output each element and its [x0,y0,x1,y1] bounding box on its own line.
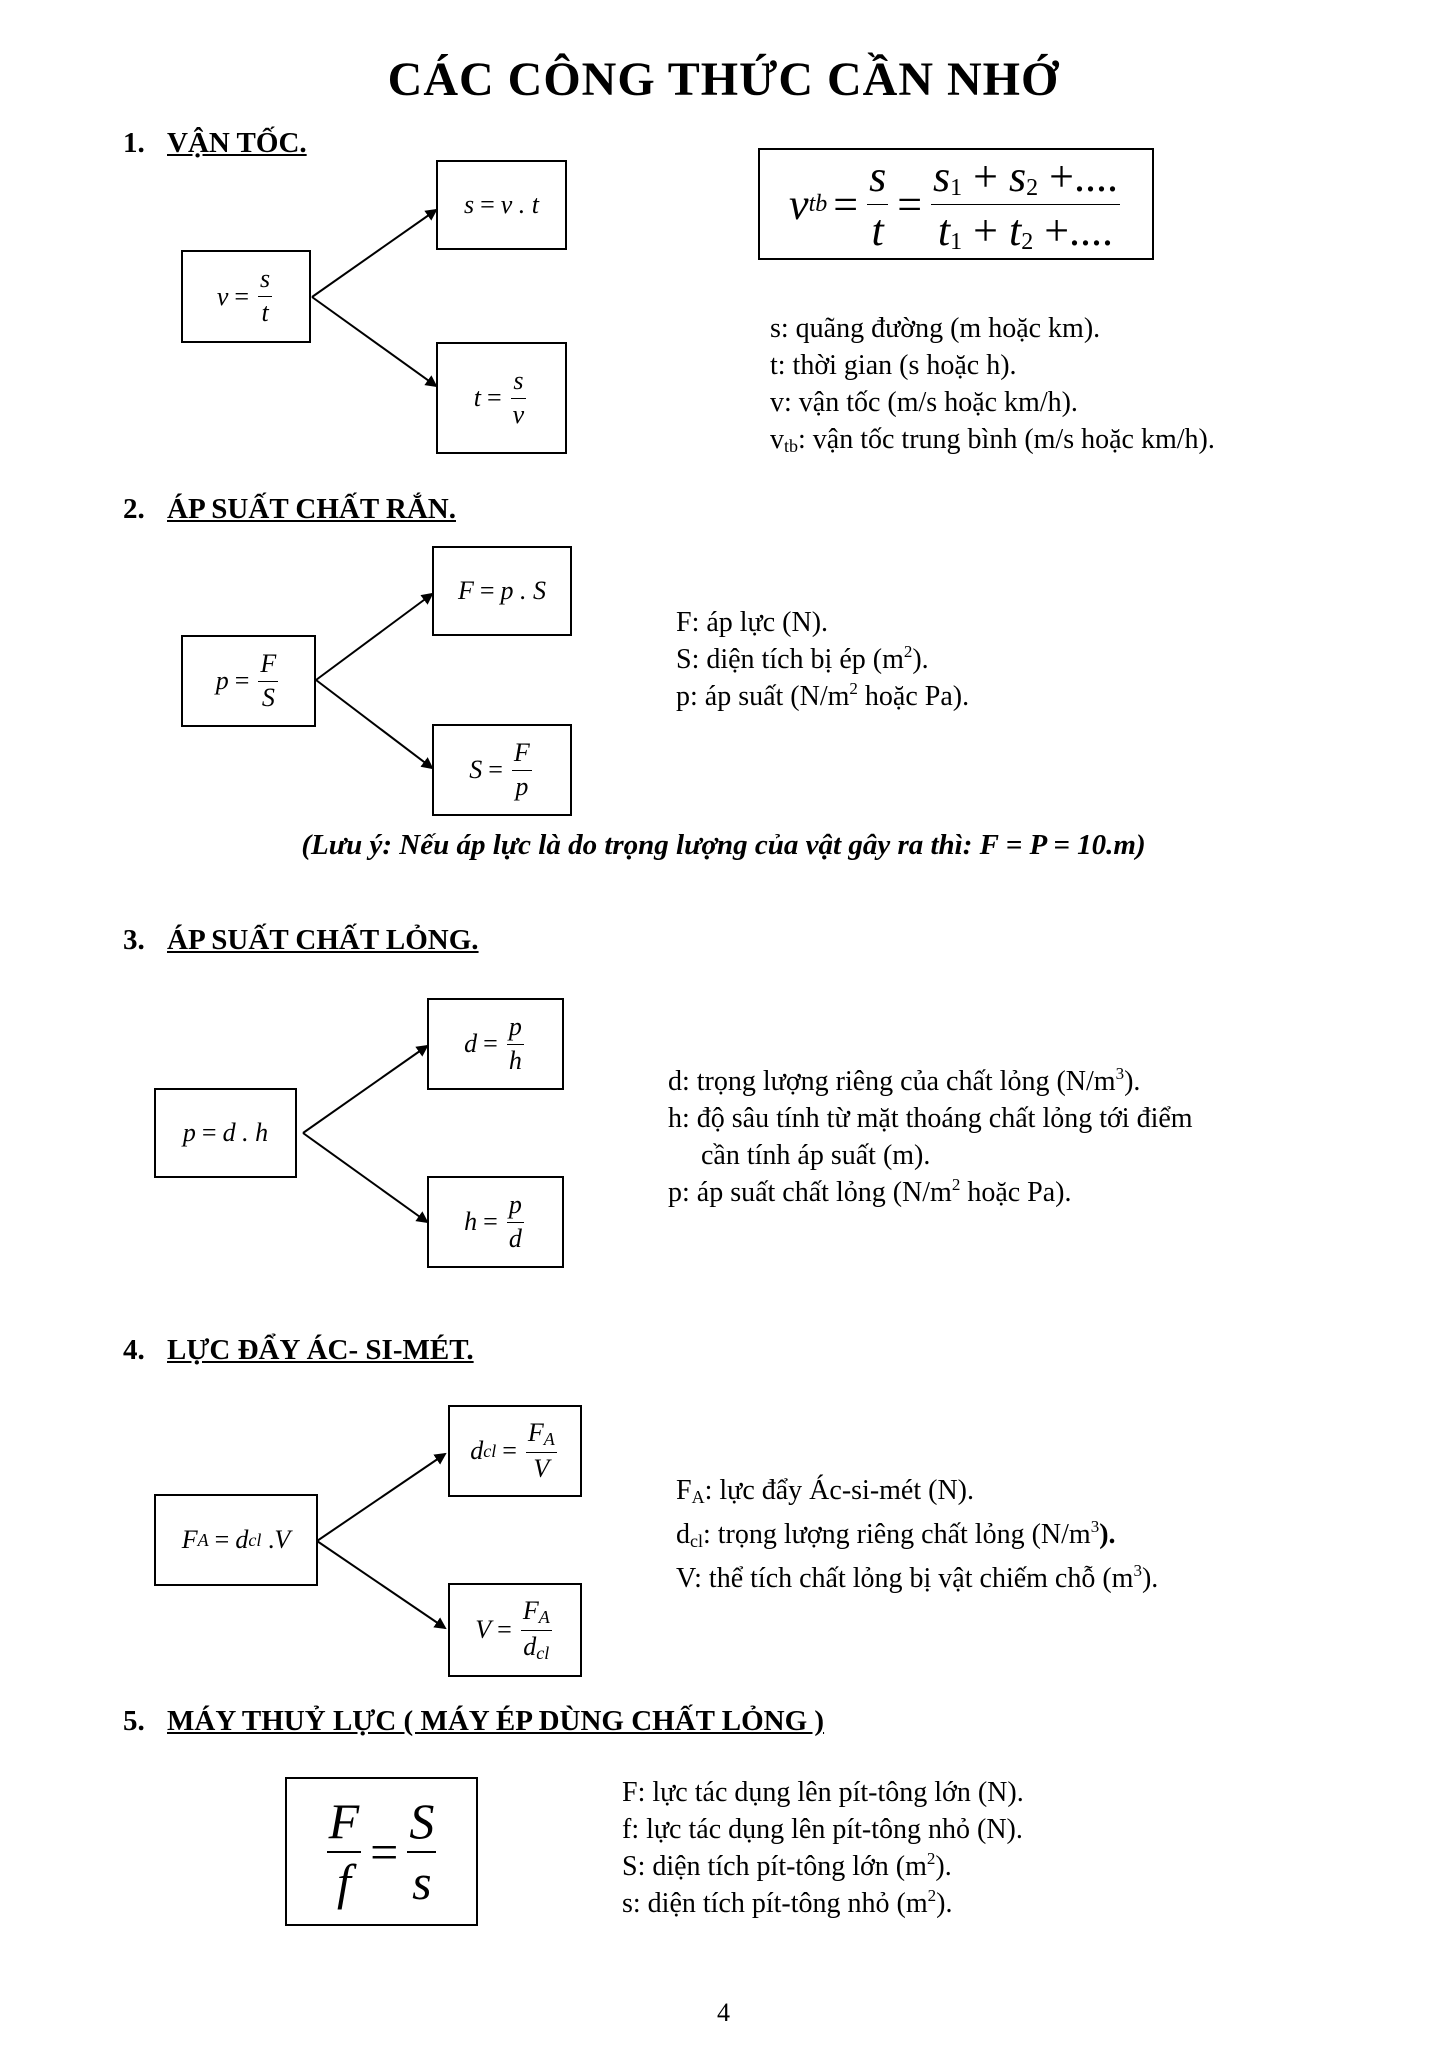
formula-box-dcl: d cl = $\frac{F_A}{V}$ [448,1405,582,1497]
section-5-description: F: lực tác dụng lên pít-tông lớn (N). f: lực tác dụng lên pít-tông nhỏ (N). S: diện tích pít-tông lớn $(m^2)$. s: diện tích pít-tông nhỏ $(m^2)$. [622,1777,1024,1919]
fraction-sum: $\frac{s_1 + s_2 +....}{t_1 + t_2 +....}$ [933,152,1118,255]
section-4-heading: 4. LỰC ĐẨY ÁC- SI-MÉT. [123,1334,474,1366]
formula-box-p: p = $\frac{F}{S}$ [181,635,316,727]
formula-box-d: d = $\frac{p}{h}$ [427,998,564,1090]
formula-box-FA: F A = d cl . V [154,1494,318,1586]
fraction-p-over-d: $\frac{p}{d}$ [508,1189,522,1253]
section-3-heading: 3. ÁP SUẤT CHẤT LỎNG. [123,924,479,956]
formula-box-s: s = v . t [436,160,567,250]
fraction-F-over-S: $\frac{F}{S}$ [260,648,277,712]
section-2-description: F: áp lực (N). S: diện tích bị ép $(m^2)$. p: áp suất ($N/m^2$ hoặc Pa). [676,607,970,712]
formula-box-vtb: v tb = $\frac{s}{t}$ = $\frac{s_1 + s_2 +....}{t_1 + t_2 +....}$ [758,148,1154,260]
section-5-heading: 5. MÁY THUỶ LỰC ( MÁY ÉP DÙNG CHẤT LỎNG ) [123,1705,825,1737]
section-1-description: s: quãng đường (m hoặc km). t: thời gian (s hoặc h). v: vận tốc (m/s hoặc km/h). $v_{tb}$: vận tốc trung bình (m/s hoặc km/h). [770,313,1215,456]
fraction-FA-over-dcl: $\frac{F_A}{d_{cl}}$ [522,1595,550,1663]
formula-box-h: h = $\frac{p}{d}$ [427,1176,564,1268]
formula-box-F: F = p . S [432,546,572,636]
section-1-heading: 1. VẬN TỐC. [123,127,307,159]
fraction-s-over-t: $\frac{s}{t}$ [260,264,271,327]
arrow-up-4 [317,1454,445,1541]
fraction-s-over-t-big: $\frac{s}{t}$ [869,152,887,255]
fraction-p-over-h: $\frac{p}{h}$ [508,1011,522,1075]
formula-box-V: V = $\frac{F_A}{d_{cl}}$ [448,1583,582,1677]
section-3-description: d: trọng lượng riêng của chất lỏng $(N/m^3)$. h: độ sâu tính từ mặt thoáng chất lỏng tới điểm cần tính áp suất (m). p: áp suất chất lỏng ($N/m^2$ hoặc Pa). [668,1064,1193,1208]
section-2-heading: 2. ÁP SUẤT CHẤT RẮN. [123,493,456,525]
formula-box-t: t = $\frac{s}{v}$ [436,342,567,454]
formula-box-S: S = $\frac{F}{p}$ [432,724,572,816]
page-title: CÁC CÔNG THỨC CẦN NHỚ [387,53,1060,106]
fraction-FA-over-V: $\frac{F_A}{V}$ [527,1417,555,1483]
arrow-down-1 [312,297,436,386]
fraction-F-over-f: $\frac{F}{f}$ [328,1792,360,1910]
arrow-down-3 [303,1133,427,1222]
section-2-note: (Lưu ý: Nếu áp lực là do trọng lượng của vật gây ra thì: F = P = 10.m) [301,829,1146,861]
formula-box-hydraulic: $\frac{F}{f}$ = $\frac{S}{s}$ [285,1777,478,1926]
formula-box-p-liquid: p = d . h [154,1088,297,1178]
arrow-up-1 [312,210,436,297]
section-4-description: $F_A$: lực đẩy Ác-si-mét (N). $d_{cl}$: trọng lượng riêng chất lỏng $(N/m^3)$. V: thể tích chất lỏng bị vật chiếm chỗ $(m^3)$. [676,1475,1159,1594]
fraction-s-over-v: $\frac{s}{v}$ [512,365,525,429]
formula-box-v: v = $\frac{s}{t}$ [181,250,311,343]
page-number: 4 [717,1998,730,2027]
arrow-up-3 [303,1046,427,1133]
arrow-down-2 [316,680,432,768]
fraction-S-over-s: $\frac{S}{s}$ [409,1792,435,1910]
arrow-down-4 [317,1541,445,1628]
arrow-up-2 [316,594,432,680]
fraction-F-over-p: $\frac{F}{p}$ [513,737,530,801]
